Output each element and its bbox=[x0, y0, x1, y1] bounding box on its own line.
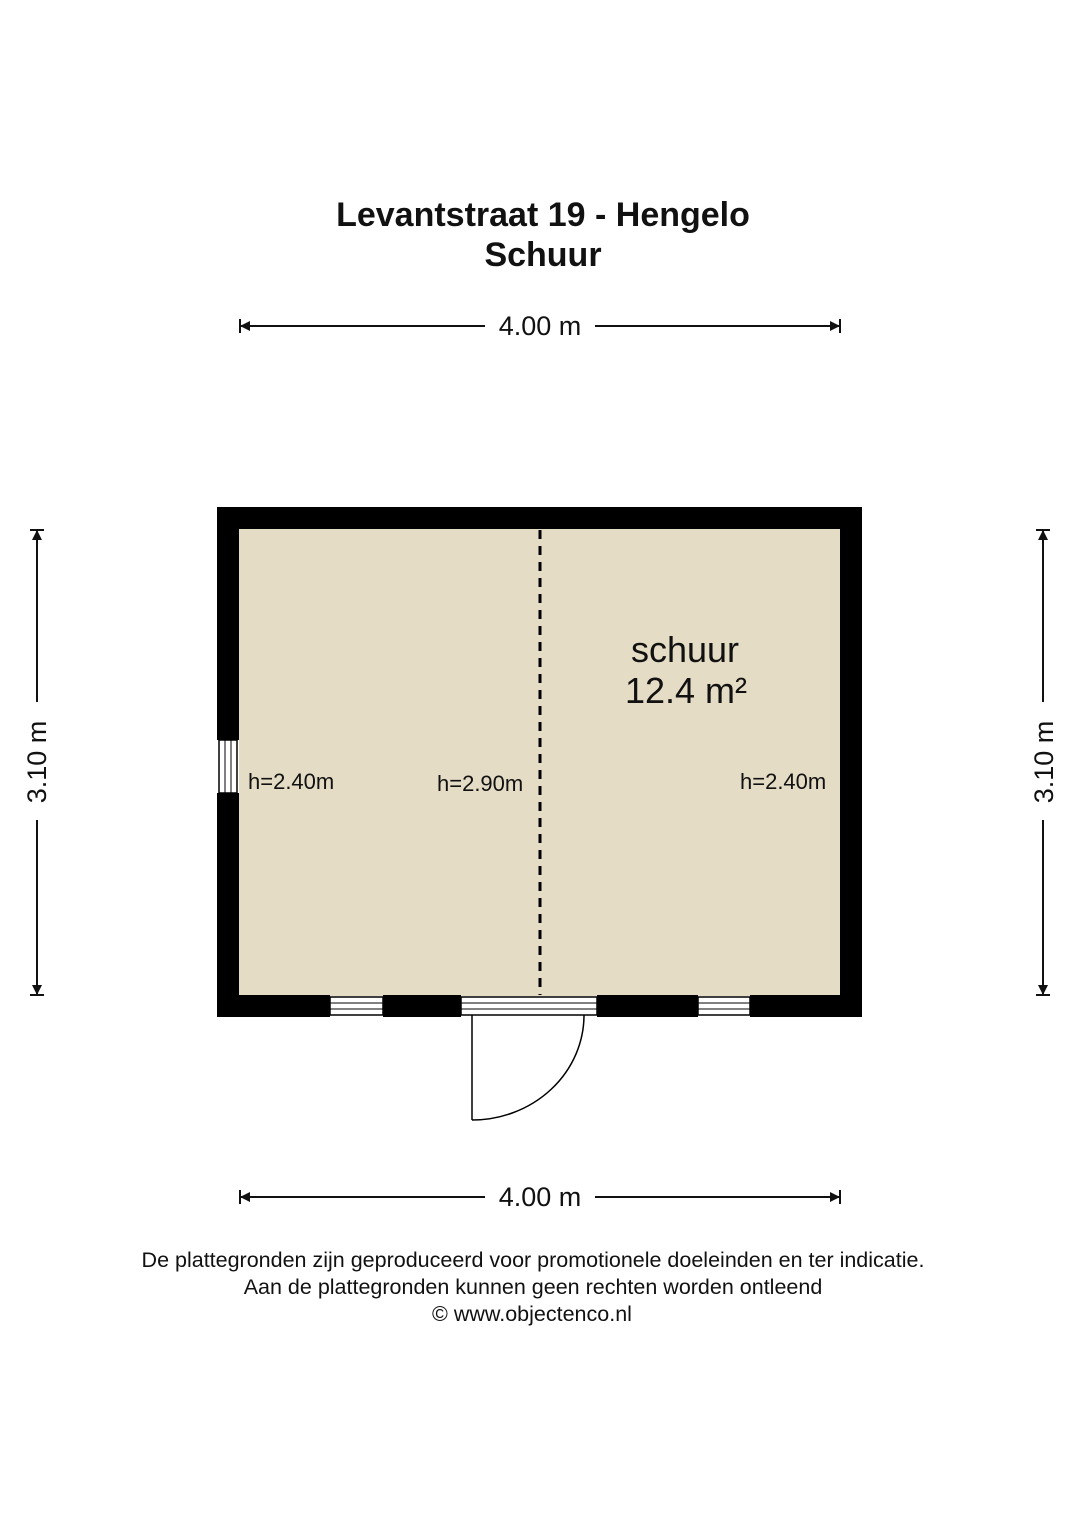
door-swing-arc bbox=[472, 1015, 584, 1120]
wall-bottom-1 bbox=[217, 995, 330, 1017]
wall-bottom-3 bbox=[597, 995, 698, 1017]
left-depth-dimension bbox=[22, 530, 52, 995]
right-depth-label: 3.10 m bbox=[1029, 720, 1059, 804]
height-right: h=2.40m bbox=[740, 769, 827, 794]
left-depth-label: 3.10 m bbox=[22, 720, 52, 804]
height-left: h=2.40m bbox=[248, 769, 335, 794]
top-width-dimension bbox=[240, 311, 840, 341]
wall-bottom-4 bbox=[750, 995, 862, 1017]
bottom-width-dimension bbox=[240, 1182, 840, 1212]
plan-building-title: Schuur bbox=[484, 236, 602, 274]
room-area: 12.4 m² bbox=[624, 670, 748, 711]
wall-right bbox=[840, 507, 862, 1017]
door bbox=[461, 997, 597, 1120]
room-name: schuur bbox=[630, 629, 740, 670]
copyright-line: © www.objectenco.nl bbox=[432, 1302, 632, 1326]
bottom-width-label: 4.00 m bbox=[498, 1182, 582, 1212]
wall-left-lower bbox=[217, 793, 239, 1017]
window-bottom-right bbox=[698, 997, 750, 1015]
wall-bottom-2 bbox=[383, 995, 461, 1017]
plan-address-title: Levantstraat 19 - Hengelo bbox=[336, 196, 750, 234]
right-depth-dimension bbox=[1029, 530, 1059, 995]
wall-left-upper bbox=[217, 507, 239, 740]
wall-top bbox=[217, 507, 862, 529]
height-middle: h=2.90m bbox=[437, 771, 524, 796]
top-width-label: 4.00 m bbox=[498, 311, 582, 341]
window-left bbox=[219, 740, 237, 793]
disclaimer-line-2: Aan de plattegronden kunnen geen rechten worden ontleend bbox=[243, 1275, 823, 1299]
disclaimer-line-1: De plattegronden zijn geproduceerd voor promotionele doeleinden en ter indicatie. bbox=[141, 1248, 925, 1272]
window-bottom-left bbox=[330, 997, 383, 1015]
